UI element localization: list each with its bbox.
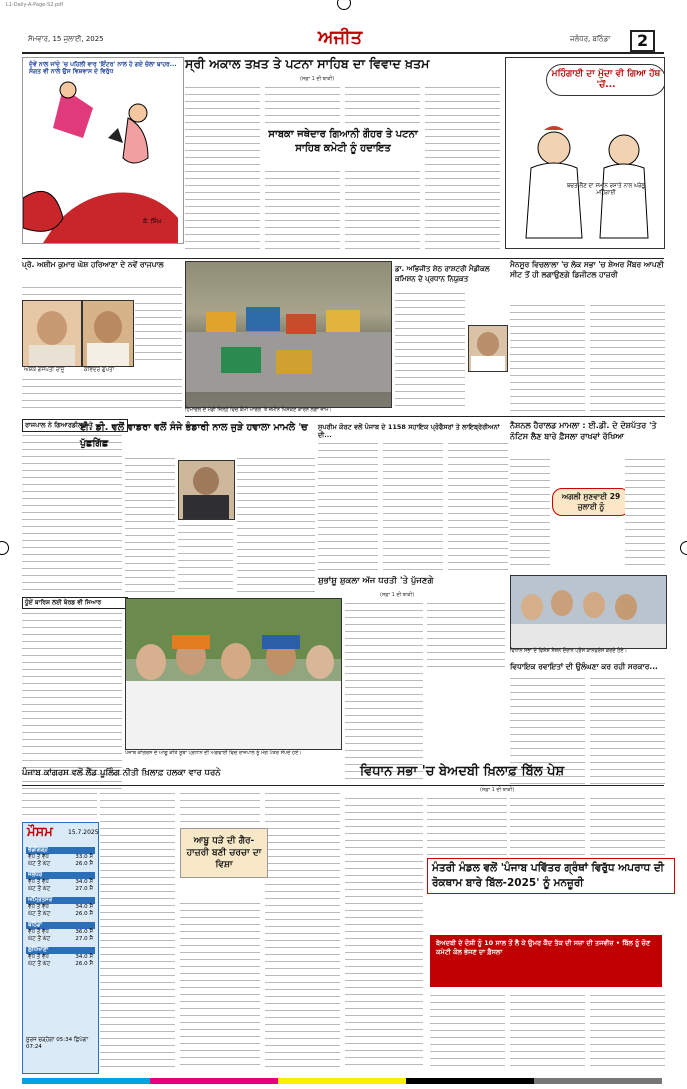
protest-caption: ਪੰਜਾਬ ਕਾਂਗਰਸ ਦੇ ਆਗੂ ਕੀਤੇ ਸੂਬਾ ਪ੍ਰਧਾਨ ਦੀ ਅਗਵਾਈ ਵਿਚ ਰਾਜਪਾਲ ਨੂੰ ਮੰਗ ਪੱਤਰ ਸੌਂਪਦੇ ਹੋਏ। (125, 750, 302, 756)
shubhanshu-body-2 (427, 600, 505, 670)
lower-col-2 (180, 790, 260, 825)
lower-left-body (22, 790, 97, 820)
masthead-date: ਸੋਮਵਾਰ, 15 ਜੁਲਾਈ, 2025 (28, 35, 104, 43)
weather-city-name: ਲੁਧਿਆਣਾ (26, 947, 95, 954)
weather-date: 15.7.2025 (68, 829, 99, 836)
weather-city-name: ਚੰਡੀਗੜ੍ਹ (26, 847, 95, 854)
ed-body-3 (237, 455, 315, 595)
herald-body-2 (625, 456, 665, 571)
weather-cities (26, 847, 95, 972)
herald-callout: ਅਗਲੀ ਸੁਣਵਾਈ 29 ਜੁਲਾਈ ਨੂੰ (552, 488, 630, 516)
weather-row-label: ਘੱਟ ਤੋਂ ਘੱਟ (28, 861, 51, 867)
weather-row-value: 34.0 ਸੈ (75, 954, 93, 960)
sc-body-3 (448, 440, 508, 570)
bill-jump: (ਸਫ਼ਾ 1 ਦੀ ਬਾਕੀ) (480, 787, 515, 793)
rule-lower (22, 785, 664, 786)
weather-city (26, 947, 95, 968)
lead-body-col-2 (265, 84, 340, 124)
ed-headline: ਈ. ਡੀ. ਵਲੋਂ ਵਾਡਰਾ ਵਲੋਂ ਸੰਜੇ ਭੰਡਾਰੀ ਨਾਲ ਜੁੜੇ ਹਵਾਲਾ ਮਾਮਲੇ 'ਚ ਪੁੱਛਗਿੱਛ (80, 422, 308, 449)
weather-city-name: ਬਠਿੰਡਾ (26, 922, 95, 929)
governor-body (22, 284, 182, 300)
weather-row-label: ਘੱਟ ਤੋਂ ਘੱਟ (28, 936, 51, 942)
weather-row-label: ਵੱਧ ਤੋਂ ਵੱਧ (28, 954, 49, 960)
weather-row (26, 929, 95, 936)
lead-body-col-4 (425, 84, 500, 254)
mansukh-headline: ਮੈਨਸੂਰ ਵਿਚਲਾਲਾ 'ਚ ਲੋਕ ਸਭਾ 'ਚ ਸ਼ੇਅਰ ਮੈਂਬਰ ਆਪਣੀ ਸੀਟ ਤੋਂ ਹੀ ਲਗਾਉਣਗੇ ਡਿਜੀਟਲ ਹਾਜ਼ਰੀ (510, 260, 664, 279)
cabinet-box-text: ਬੇਅਦਬੀ ਦੇ ਦੋਸ਼ੀ ਨੂੰ 10 ਸਾਲ ਤੋਂ ਲੈ ਕੇ ਉਮਰ ਕੈਦ ਤੱਕ ਦੀ ਸਜ਼ਾ ਦੀ ਤਜਵੀਜ਼ • ਬਿੱਲ ਨੂੰ ਚੋਣ ਕਮੇਟੀ ਕੋਲ ਭੇਜਣ ਦਾ ਫ਼ੈਸਲਾ (436, 939, 651, 956)
lower-col-5 (427, 795, 507, 855)
governor-headline: ਪ੍ਰੋ. ਅਸ਼ੀਮ ਕੁਮਾਰ ਘੋਸ਼ ਹਰਿਆਣਾ ਦੇ ਨਵੇਂ ਰਾਜਪਾਲ (22, 260, 164, 269)
lower-col-6 (510, 795, 585, 855)
color-bar (22, 1078, 662, 1084)
lower-col-9 (510, 992, 585, 1070)
cartoon-top-left (22, 57, 184, 244)
weather-row-value: 27.0 ਸੈ (75, 886, 93, 892)
weather-city (26, 922, 95, 943)
ed-body-2 (178, 522, 233, 595)
weather-row (26, 886, 95, 893)
lower-col-10 (590, 992, 665, 1070)
vidhan-photo (510, 575, 667, 649)
weather-city (26, 872, 95, 893)
shubhanshu-body-1 (345, 600, 423, 790)
mansukh-body-1 (510, 302, 585, 412)
lower-col-3 (265, 790, 340, 1070)
cabinet-box (430, 935, 662, 987)
page-number: 2 (630, 30, 655, 52)
lead-body-col-1 (185, 84, 260, 254)
shubhanshu-headline: ਸ਼ੁਭਾਂਸ਼ੂ ਸ਼ੁਕਲਾ ਅੱਜ ਧਰਤੀ 'ਤੇ ਪੁੱਜਣਗੇ (318, 576, 434, 586)
weather-row-value: 26.0 ਸੈ (75, 961, 93, 967)
medical-headline: ਡਾ. ਅਭਿਜੀਤ ਸ਼ੇਠ ਰਾਸ਼ਟਰੀ ਮੈਡੀਕਲ ਕਮਿਸ਼ਨ ਦੇ ਪ੍ਰਧਾਨ ਨਿਯੁਕਤ (395, 265, 490, 283)
governor-photo-1 (22, 300, 82, 367)
registration-mark-right (680, 541, 687, 555)
bill-headline: ਵਿਧਾਨ ਸਭਾ 'ਚ ਬੇਅਦਬੀ ਖ਼ਿਲਾਫ਼ ਬਿੱਲ ਪੇਸ਼ (360, 764, 565, 779)
registration-mark-left (0, 541, 9, 555)
weather-city-name: ਜਲੰਧਰ (26, 872, 95, 879)
lower-col-7 (590, 795, 665, 855)
weather-row-value: 26.0 ਸੈ (75, 861, 93, 867)
mansukh-body-2 (590, 302, 665, 412)
weather-row (26, 961, 95, 968)
herald-body-1 (510, 456, 550, 571)
registration-mark-top (337, 0, 351, 10)
rule-middle (185, 416, 665, 417)
vidhan-caption: ਵਿਧਾਨ ਸਭਾ ਦੇ ਵਿਸ਼ੇਸ਼ ਸੈਸ਼ਨ ਦੌਰਾਨ ਪ੍ਰੈੱਸ ਕਾਨਫਰੰਸ ਕਰਦੇ ਹੋਏ। (510, 648, 627, 654)
weather-sun: ਸੂਰਜ ਚੜ੍ਹੇਗਾ 05:34 ਛਿਪੇਗਾ 07:24 (26, 1037, 89, 1050)
sc-body-2 (383, 440, 443, 570)
weather-box (22, 822, 99, 1074)
ed-photo (178, 460, 235, 520)
vidhan-headline: ਵਿਧਾਇਕ ਰਵਾਇਤਾਂ ਦੀ ਉਲੰਘਣਾ ਕਰ ਰਹੀ ਸਰਕਾਰ... (510, 662, 658, 671)
weather-city-name: ਅੰਮ੍ਰਿਤਸਰ (26, 897, 95, 904)
weather-row-label: ਵੱਧ ਤੋਂ ਵੱਧ (28, 854, 49, 860)
sub-body-2 (345, 168, 420, 254)
masthead-title: ਅਜੀਤ (318, 27, 363, 48)
medical-photo (468, 325, 508, 372)
lead-headline: ਸ੍ਰੀ ਅਕਾਲ ਤਖ਼ਤ ਤੇ ਪਟਨਾ ਸਾਹਿਬ ਦਾ ਵਿਵਾਦ ਖ਼ਤਮ (185, 56, 430, 71)
weather-row-label: ਵੱਧ ਤੋਂ ਵੱਧ (28, 879, 49, 885)
cartoon-right-bubble: ਮਹਿੰਗਾਈ ਦਾ ਮੁੱਦਾ ਵੀ ਗਿਆ ਹੱਥ 'ਚੋਂ... (546, 64, 665, 96)
lead-jump: (ਸਫ਼ਾ 1 ਦੀ ਬਾਕੀ) (300, 76, 335, 82)
weather-row-label: ਘੱਟ ਤੋਂ ਘੱਟ (28, 961, 51, 967)
protest-photo (125, 598, 342, 750)
weather-row (26, 861, 95, 868)
governor-caption-2: ਕਵਿੰਦਰ ਗੁਪਤਾ (84, 367, 115, 373)
left-box-1-body (22, 432, 122, 592)
cartoon-caption: ਦੋਵੇਂ ਨਾਲ ਜਾਂਦੇ 'ਚ ਪਹਿਲੀ ਵਾਰ 'ਇੰਟਰ' ਨਾਲ ਹੋ ਗਏ ਚੋਲਾ ਬਾਹਰ... ਸੰਗਤ ਵੀ ਨਾਲੇ ਉਸ ਵਿਸ਼ਵਾਸ ਦੇ ਵਿਰੁੱਧ (29, 61, 177, 75)
left-box-2-title: ਧੂੰਏਂ ਬਾਰਿਸ਼ ਲਈ ਬੋਰਡ ਵੀ ਸਿਆਰ (22, 597, 128, 609)
masthead-rule (22, 52, 664, 54)
weather-row-value: 36.0 ਸੈ (75, 929, 93, 935)
shubhanshu-jump: (ਸਫ਼ਾ 1 ਦੀ ਬਾਕੀ) (380, 592, 415, 598)
cartoon-right-label: ਬਚਤ-ਲੈਣ ਦਾ ਸਮਾਨ ਰਸਾਤੇ ਨਾਲ ਘਰੇਲੂ ਮਹਿੰਗਾਈ (566, 183, 646, 196)
lead-body-col-3 (345, 84, 420, 124)
weather-row-value: 34.0 ਸੈ (75, 904, 93, 910)
weather-row (26, 911, 95, 918)
weather-row-value: 33.0 ਸੈ (75, 854, 93, 860)
governor-photo-2 (82, 300, 134, 367)
cabinet-headline: ਮੰਤਰੀ ਮੰਡਲ ਵਲੋਂ 'ਪੰਜਾਬ ਪਵਿੱਤਰ ਗ੍ਰੰਥਾਂ ਵਿਰੁੱਧ ਅਪਰਾਧ ਦੀ ਰੋਕਥਾਮ ਬਾਰੇ ਬਿੱਲ-2025' ਨੂੰ ਮਨਜ਼ੂਰੀ (427, 858, 675, 894)
weather-row (26, 954, 95, 961)
lower-col-2b (180, 900, 260, 1070)
weather-row (26, 936, 95, 943)
lower-col-4 (345, 795, 423, 1070)
weather-title: ਮੌਸਮ (27, 825, 53, 840)
cartoon-credit: ਕੋ. ਸਿੰਘ (143, 218, 162, 225)
left-box-1-title: ਰਾਜਪਾਲ ਨੇ ਗਿਆਰਡੀਲ੍ਹ ਤੇ (22, 419, 128, 432)
weather-row-value: 27.0 ਸੈ (75, 936, 93, 942)
governor-side (135, 300, 182, 365)
governor-body-2 (22, 376, 182, 410)
sc-body-1 (318, 440, 378, 570)
herald-headline: ਨੈਸ਼ਨਲ ਹੈਰਾਲਡ ਮਾਮਲਾ : ਈ.ਡੀ. ਦੇ ਦੋਸ਼ਪੱਤਰ 'ਤੇ ਨੋਟਿਸ ਲੈਣ ਬਾਰੇ ਫ਼ੈਸਲਾ ਰਾਖਵਾਂ ਰੱਖਿਆ (510, 421, 657, 441)
governor-caption-1: ਅਸ਼ੋਕ ਗਜਪਤੀ ਰਾਜੂ (24, 367, 65, 373)
print-slug: L1-Daily-A-Page-S2.pdf (6, 2, 64, 8)
weather-row (26, 904, 95, 911)
cartoon-right (505, 57, 665, 249)
lower-col-1 (100, 790, 175, 1070)
weather-row-label: ਵੱਧ ਤੋਂ ਵੱਧ (28, 929, 49, 935)
sc-headline: ਸੁਪਰੀਮ ਕੋਰਟ ਵਲੋਂ ਪੰਜਾਬ ਦੇ 1158 ਸਹਾਇਕ ਪ੍ਰੋਫੈਸਰਾਂ ਤੇ ਲਾਇਬ੍ਰੇਰੀਅਨਾਂ ਦੀ... (318, 423, 500, 439)
masthead (0, 28, 687, 50)
weather-row-label: ਵੱਧ ਤੋਂ ਵੱਧ (28, 904, 49, 910)
ed-body-1 (125, 455, 175, 595)
weather-row-value: 34.0 ਸੈ (75, 879, 93, 885)
lower-col-8 (430, 992, 505, 1070)
masthead-city: ਜਲੰਧਰ, ਬਠਿੰਡਾ (570, 35, 611, 43)
quote-box: ਆਬੂ ਧੜੇ ਦੀ ਗੈਰ-ਹਾਜ਼ਰੀ ਬਣੀ ਚਰਚਾ ਦਾ ਵਿਸ਼ਾ (180, 828, 268, 878)
sub-body-1 (265, 168, 340, 254)
sub-headline: ਸਾਬਕਾ ਜਥੇਦਾਰ ਗਿਆਨੀ ਗੌਹਰ ਤੇ ਪਟਨਾ ਸਾਹਿਬ ਕਮੇਟੀ ਨੂੰ ਹਦਾਇਤ (268, 129, 418, 154)
landslide-photo (185, 261, 392, 408)
weather-row-value: 26.0 ਸੈ (75, 911, 93, 917)
rule-upper (22, 258, 664, 259)
landslide-caption: ਹਿਮਾਚਲ ਦੇ ਮੰਡੀ ਜ਼ਿਲ੍ਹੇ ਵਿਚ ਕੌਮੀ ਮਾਰਗ 'ਤੇ ਜ਼ਮੀਨ ਖਿਸਕਣ ਕਾਰਨ ਲੱਗਾ ਜਾਮ। (185, 407, 332, 413)
weather-row-label: ਘੱਟ ਤੋਂ ਘੱਟ (28, 911, 51, 917)
congress-strip: ਪੰਜਾਬ ਕਾਂਗਰਸ ਵਲੋਂ ਲੈਂਡ ਪੂਲਿੰਗ ਨੀਤੀ ਖ਼ਿਲਾਫ਼ ਹਲਕਾ ਵਾਰ ਧਰਨੇ (22, 768, 221, 778)
medical-body (395, 290, 465, 410)
weather-row (26, 854, 95, 861)
weather-row-label: ਘੱਟ ਤੋਂ ਘੱਟ (28, 886, 51, 892)
weather-city (26, 847, 95, 868)
weather-row (26, 879, 95, 886)
weather-city (26, 897, 95, 918)
